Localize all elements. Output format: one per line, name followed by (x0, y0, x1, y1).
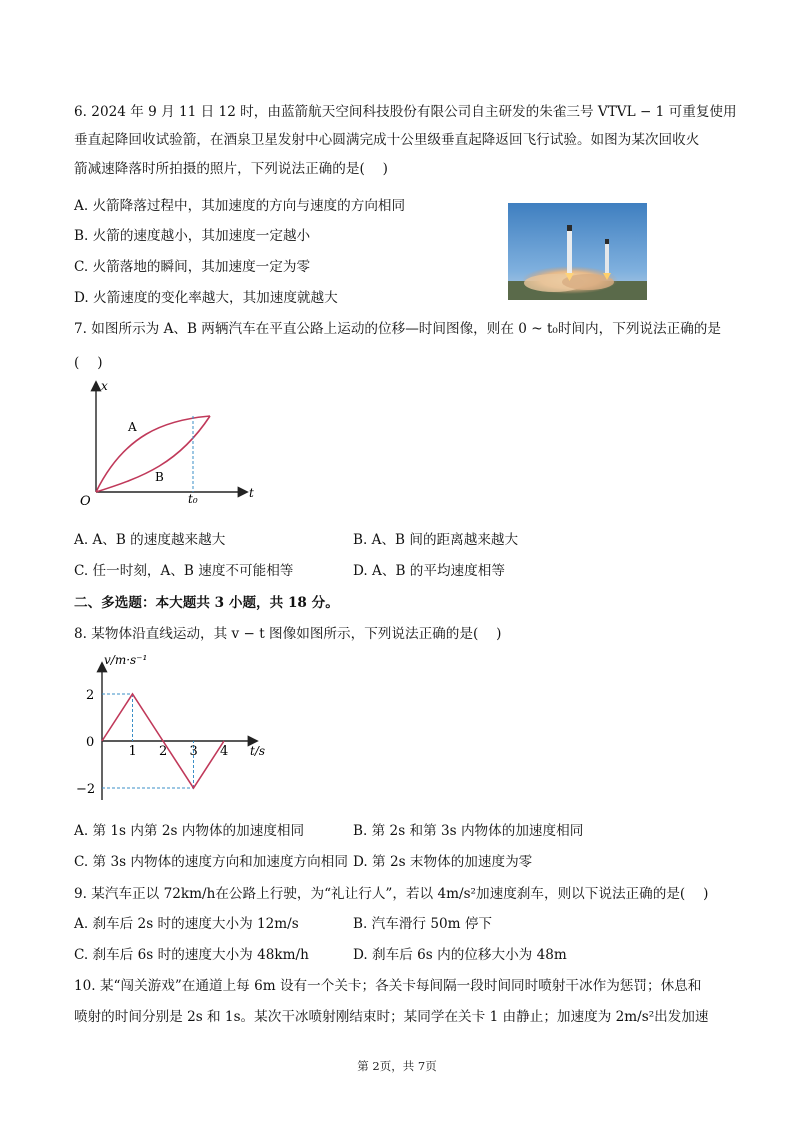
page-footer: 第 2页，共 7页 (357, 1059, 437, 1073)
q9-line-1: 9. 某汽车正以 72km/h在公路上行驶，为“礼让行人”，若以 4m/s²加速度刹车，则以下说法正确的是( ) (74, 886, 709, 902)
q7-origin-label: O (80, 494, 91, 505)
q7-option-c: C. 任一时刻，A、B 速度不可能相等 (74, 563, 294, 579)
q9-option-d: D. 刹车后 6s 内的位移大小为 48m (353, 947, 567, 963)
q7-line-1: 7. 如图所示为 A、B 两辆汽车在平直公路上运动的位移—时间图像，则在 0 ~ t₀时间内，下列说法正确的是 (74, 321, 721, 337)
q6-line-1: 6. 2024 年 9 月 11 日 12 时，由蓝箭航天空间科技股份有限公司自主研发的朱雀三号 VTVL − 1 可重复使用 (74, 104, 737, 120)
q8-x-tick-label: 3 (189, 744, 198, 759)
q8-line-1: 8. 某物体沿直线运动，其 v − t 图像如图所示，下列说法正确的是( ) (74, 626, 502, 642)
q6-line-3: 箭减速降落时所拍摄的照片，下列说法正确的是( ) (74, 161, 388, 177)
q7-position-time-graph (74, 375, 264, 505)
q7-option-d: D. A、B 的平均速度相等 (353, 563, 505, 579)
q8-option-c: C. 第 3s 内物体的速度方向和加速度方向相同 (74, 854, 348, 870)
q8-option-b: B. 第 2s 和第 3s 内物体的加速度相同 (353, 823, 584, 839)
q8-y-tick-label: −2 (76, 782, 96, 797)
q9-option-b: B. 汽车滑行 50m 停下 (353, 916, 493, 932)
q6-option-c: C. 火箭落地的瞬间，其加速度一定为零 (74, 259, 311, 275)
q8-velocity-time-chart (74, 650, 284, 805)
q6-option-a: A. 火箭降落过程中，其加速度的方向与速度的方向相同 (74, 198, 406, 214)
rocket-landing-photo (508, 203, 647, 300)
q7-curve-b-label: B (155, 470, 164, 484)
q7-t-label: t (249, 486, 254, 500)
q8-option-a: A. 第 1s 内第 2s 内物体的加速度相同 (74, 823, 305, 839)
q8-option-d: D. 第 2s 末物体的加速度为零 (353, 854, 533, 870)
q8-t-label: t/s (250, 744, 266, 758)
q8-y-tick-label: 0 (86, 735, 95, 750)
q10-line-1: 10. 某“闯关游戏”在通道上每 6m 设有一个关卡；各关卡每间隔一段时间同时喷射干冰作为惩罚；休息和 (74, 978, 702, 994)
q8-x-tick-label: 2 (159, 744, 168, 759)
q10-line-2: 喷射的时间分别是 2s 和 1s。某次干冰喷射刚结束时；某同学在关卡 1 由静止；加速度为 2m/s²出发加速 (74, 1009, 709, 1025)
q9-option-c: C. 刹车后 6s 时的速度大小为 48km/h (74, 947, 309, 963)
q8-v-label: v/m·s⁻¹ (104, 653, 148, 667)
q6-option-d: D. 火箭速度的变化率越大，其加速度就越大 (74, 290, 338, 306)
q8-y-tick-label: 2 (86, 688, 95, 703)
q7-option-a: A. A、B 的速度越来越大 (74, 532, 226, 548)
q9-option-a: A. 刹车后 2s 时的速度大小为 12m/s (74, 916, 299, 932)
q8-x-tick-label: 1 (128, 744, 137, 759)
q6-option-b: B. 火箭的速度越小，其加速度一定越小 (74, 228, 311, 244)
q7-line-2: ( ) (74, 355, 103, 371)
q7-option-b: B. A、B 间的距离越来越大 (353, 532, 519, 548)
q6-line-2: 垂直起降回收试验箭，在酒泉卫星发射中心圆满完成十公里级垂直起降返回飞行试验。如图为某次回收火 (74, 132, 700, 148)
q7-curve-a-label: A (128, 420, 137, 434)
section-heading: 二、多选题：本大题共 3 小题，共 18 分。 (74, 595, 339, 611)
q7-t0-label: t₀ (188, 492, 198, 505)
q8-x-tick-label: 4 (220, 744, 229, 759)
q7-x-label: x (101, 379, 108, 393)
